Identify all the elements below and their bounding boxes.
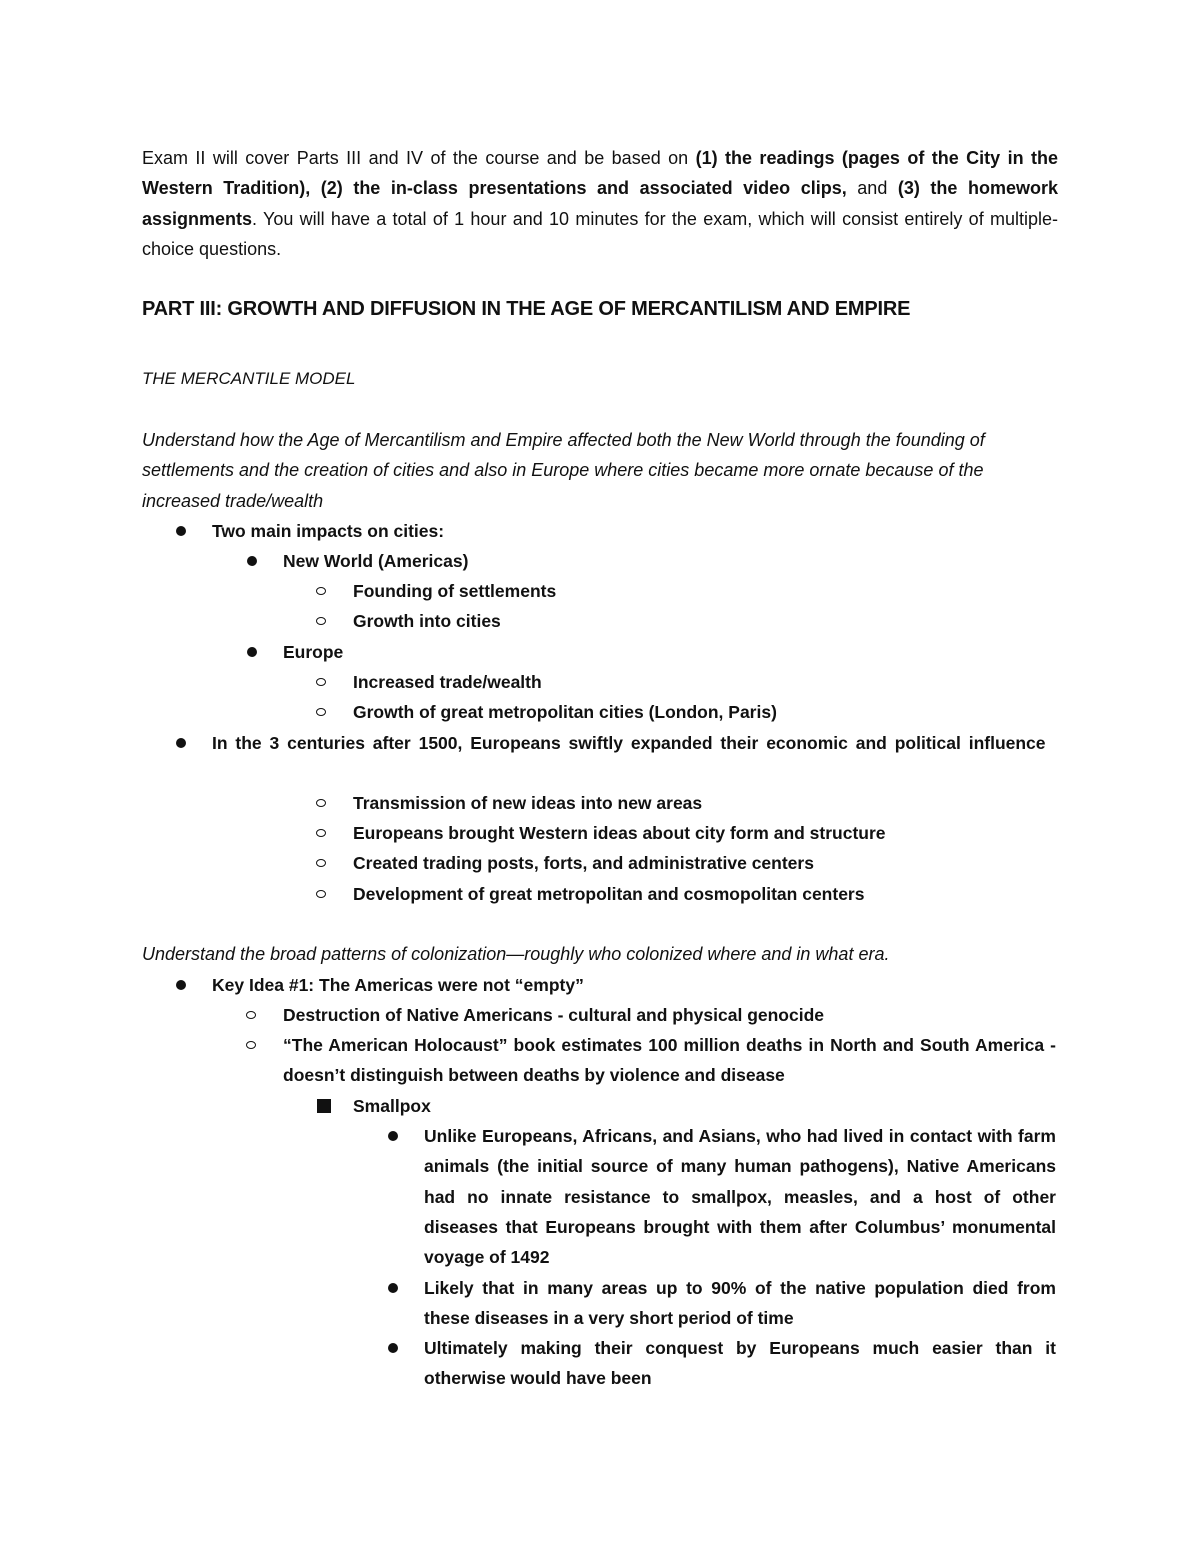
list-item-centuries: In the 3 centuries after 1500, Europeans swiftly expanded their economic and political influence xyxy=(212,733,1046,753)
bullet-dot-icon xyxy=(176,526,186,536)
bullet-circle-icon xyxy=(316,708,326,716)
intro-text-3: . You will have a total of 1 hour and 10 minutes for the exam, which will consist entirely of multiple-choice questions. xyxy=(142,208,1058,259)
bullet-circle-icon xyxy=(316,587,326,595)
list-item-ultimately: Ultimately making their conquest by Europeans much easier than it otherwise would have been xyxy=(424,1338,1056,1389)
list-item-impacts: Two main impacts on cities: xyxy=(212,521,445,541)
bullet-dot-icon xyxy=(176,980,186,990)
list-item-growth: Growth into cities xyxy=(353,611,501,631)
list-item-trade: Increased trade/wealth xyxy=(353,672,542,692)
list-item-founding: Founding of settlements xyxy=(353,581,557,601)
bullet-circle-icon xyxy=(316,859,326,867)
list-item-metro: Growth of great metropolitan cities (London, Paris) xyxy=(353,702,777,722)
list-item-posts: Created trading posts, forts, and administrative centers xyxy=(353,853,814,873)
list-item-development: Development of great metropolitan and cosmopolitan centers xyxy=(353,884,865,904)
intro-bold-1: (1) the readings (pages of the City in the Western Tradition), (2) the in-class presentations and associated video clips, xyxy=(142,148,1058,199)
bullet-circle-icon xyxy=(316,890,326,898)
list-item-europe: Europe xyxy=(283,642,344,662)
objective-1: Understand how the Age of Mercantilism and Empire affected both the New World through the founding of settlements and the creation of cities and also in Europe where cities became more ornate because of the increased trade/wealth xyxy=(142,430,985,511)
bullet-dot-icon xyxy=(388,1343,398,1353)
list-item-destruction: Destruction of Native Americans - cultural and physical genocide xyxy=(283,1005,825,1025)
bullet-dot-icon xyxy=(176,738,186,748)
part-heading: PART III: GROWTH AND DIFFUSION IN THE AGE OF MERCANTILISM AND EMPIRE xyxy=(142,298,911,320)
intro-text-1: Exam II will cover Parts III and IV of the course and be based on xyxy=(142,148,696,168)
bullet-circle-icon xyxy=(316,617,326,625)
bullet-dot-icon xyxy=(388,1131,398,1141)
list-item-western: Europeans brought Western ideas about city form and structure xyxy=(353,823,886,843)
list-item-likely: Likely that in many areas up to 90% of the native population died from these diseases in a very short period of time xyxy=(424,1278,1056,1329)
objective-2: Understand the broad patterns of colonization—roughly who colonized where and in what era. xyxy=(142,944,890,964)
intro-text-2: and xyxy=(846,178,898,199)
list-item-smallpox: Smallpox xyxy=(353,1096,431,1116)
bullet-dot-icon xyxy=(247,556,257,566)
intro-paragraph xyxy=(142,143,1058,264)
section-title: THE MERCANTILE MODEL xyxy=(142,369,356,388)
bullet-circle-icon xyxy=(246,1011,256,1019)
list-item-transmission: Transmission of new ideas into new areas xyxy=(353,793,703,813)
bullet-circle-icon xyxy=(246,1041,256,1049)
list-item-new-world: New World (Americas) xyxy=(283,551,469,571)
bullet-square-icon xyxy=(317,1099,331,1113)
bullet-circle-icon xyxy=(316,678,326,686)
bullet-dot-icon xyxy=(388,1283,398,1293)
bullet-circle-icon xyxy=(316,829,326,837)
bullet-circle-icon xyxy=(316,799,326,807)
intro-bold-2: (3) the homework assignments xyxy=(142,178,1058,229)
bullet-dot-icon xyxy=(247,647,257,657)
list-item-unlike: Unlike Europeans, Africans, and Asians, who had lived in contact with farm animals (the initial source of many human pathogens), Native Americans had no innate resistance to smallpox, measles, and a host of other diseases that Europeans brought with them after Columbus’ monumental voyage of 1492 xyxy=(424,1126,1056,1268)
list-item-holocaust: “The American Holocaust” book estimates 100 million deaths in North and South America - doesn’t distinguish between deaths by violence and disease xyxy=(283,1035,1056,1086)
list-item-key-idea: Key Idea #1: The Americas were not “empty” xyxy=(212,975,584,995)
